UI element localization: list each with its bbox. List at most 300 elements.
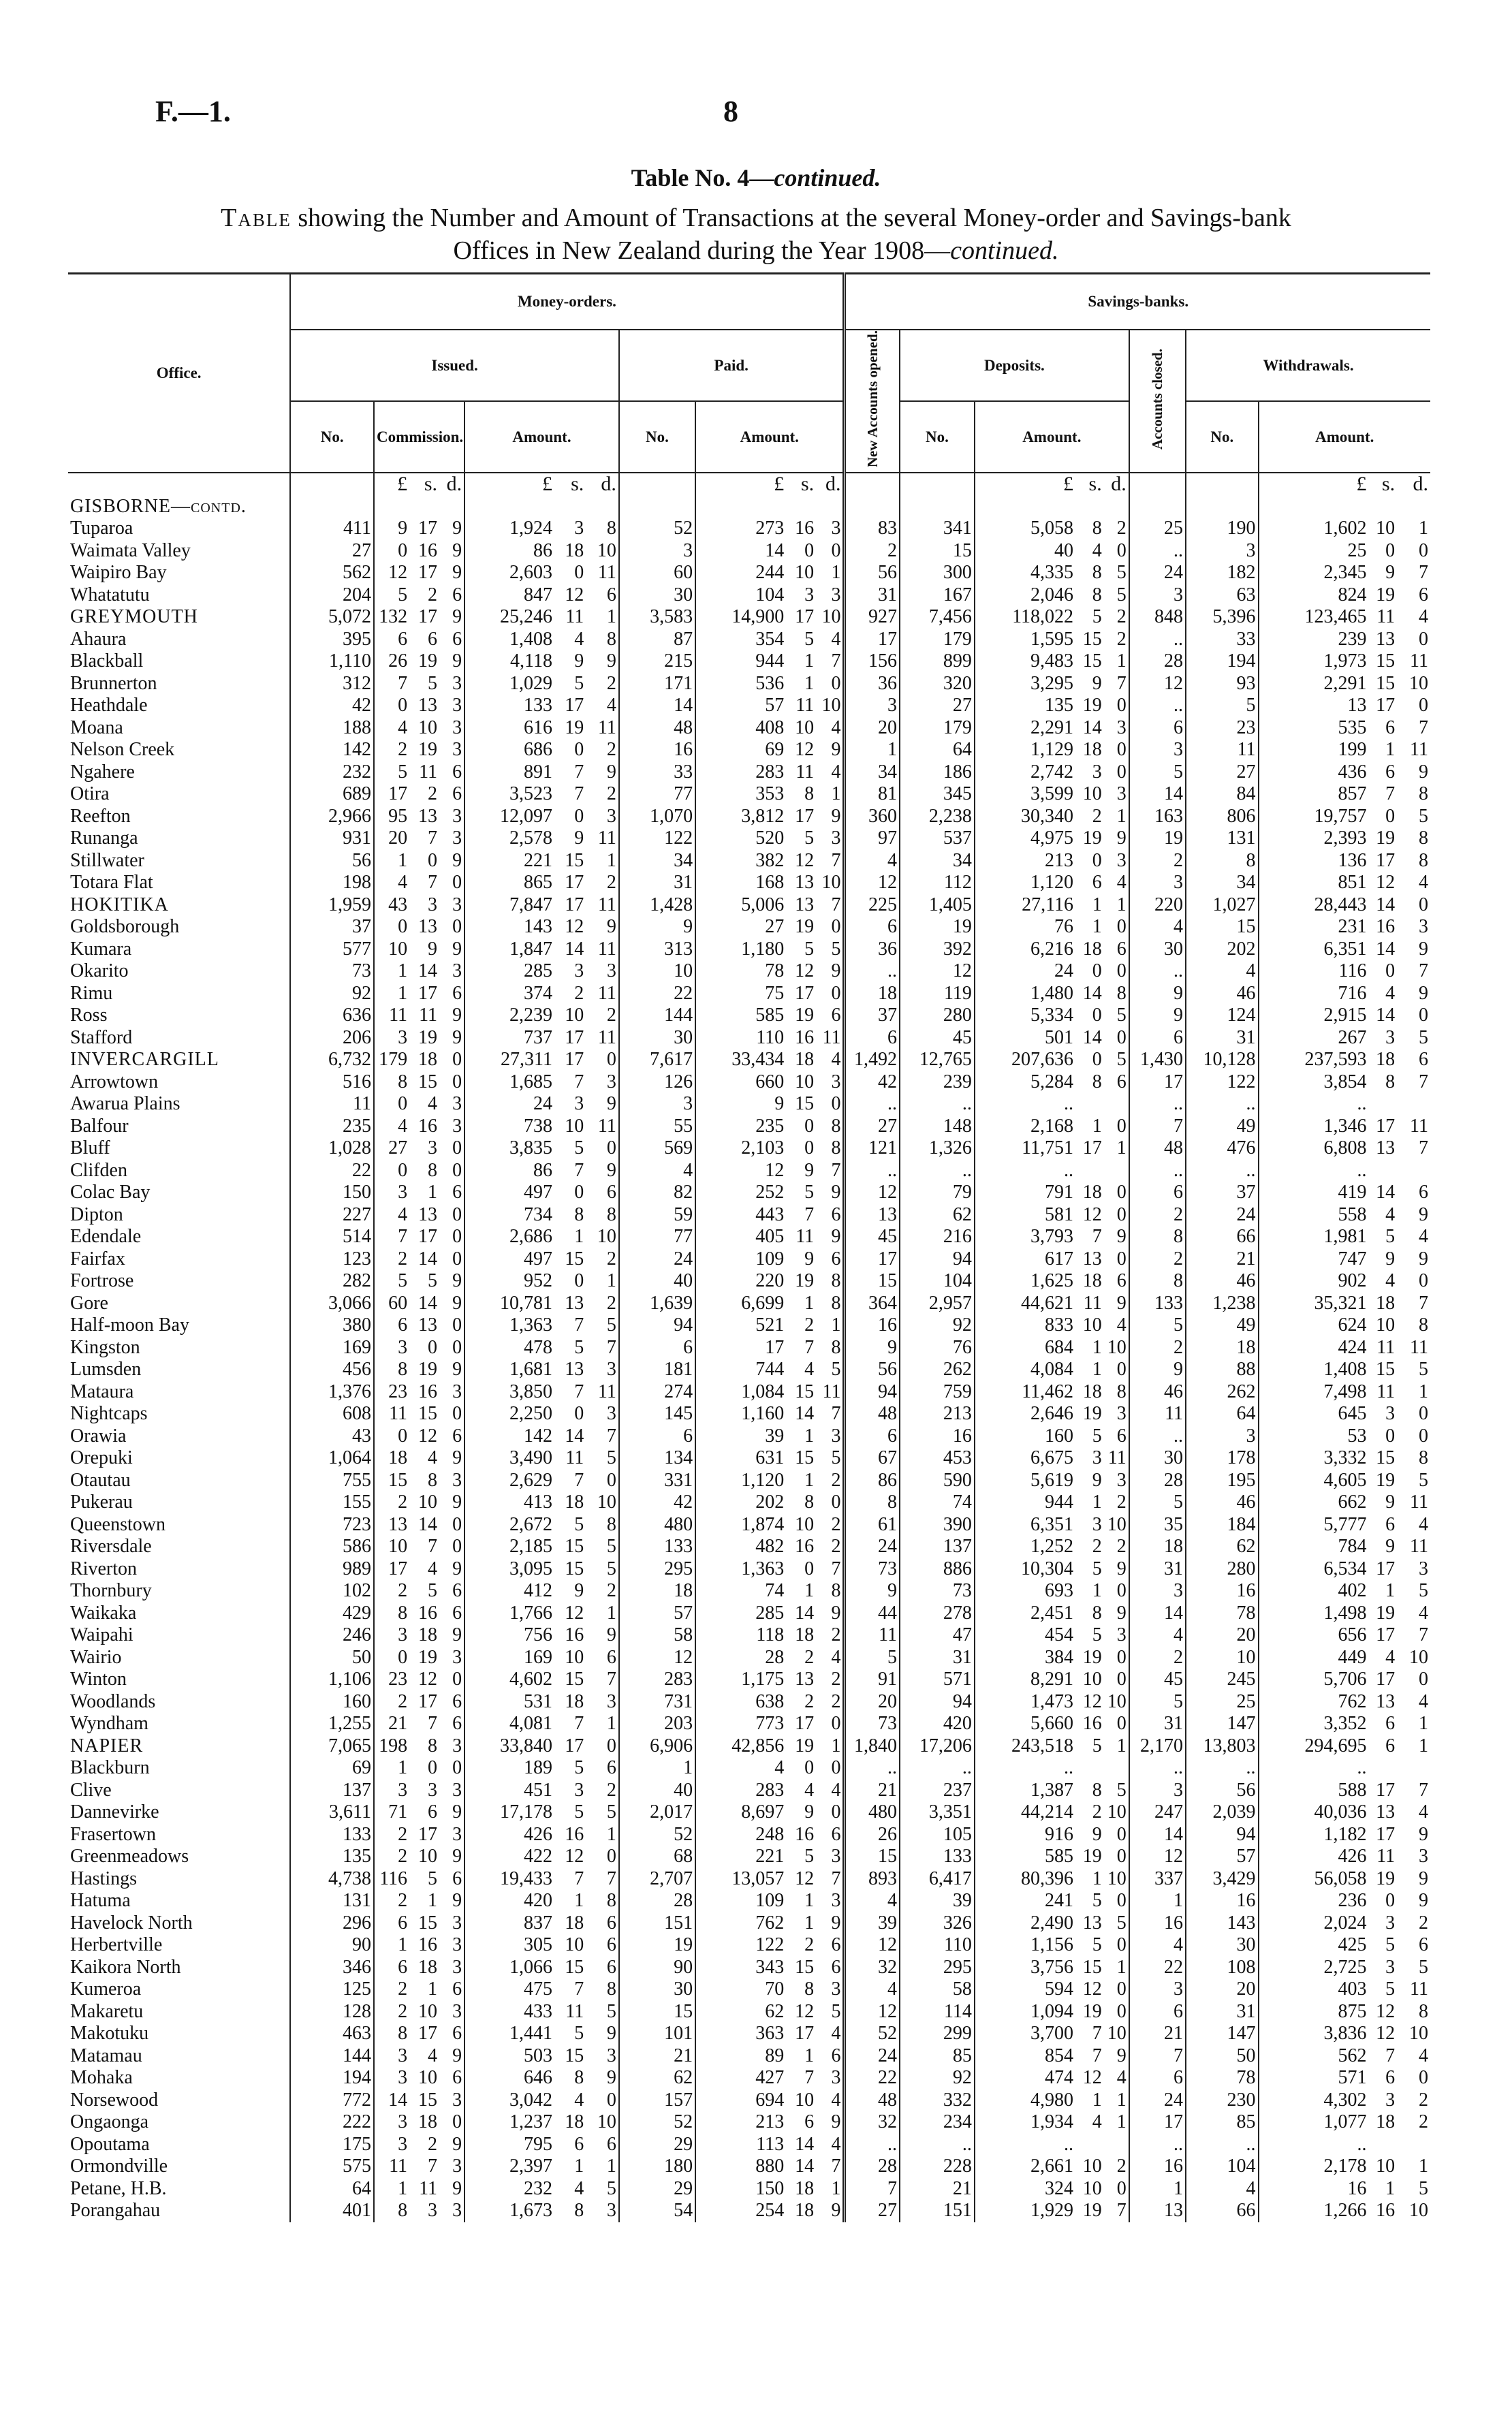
withdrawals-no-cell: 476 [1186, 1137, 1258, 1160]
commission-pence-cell: 9 [439, 1027, 464, 1050]
deposits-amount-pounds-cell: 4,980 [1030, 2089, 1074, 2111]
new-accounts-cell: 32 [845, 2111, 900, 2134]
deposits-amount-shillings-cell [1075, 1160, 1104, 1182]
withdrawals-amount-pounds-cell: 1,602 [1323, 518, 1367, 539]
deposits-amount-shillings-cell: 19 [1082, 1403, 1102, 1425]
withdrawals-amount-shillings-cell: 3 [1385, 2089, 1396, 2111]
withdrawals-amount-pounds-cell: 7,498 [1323, 1381, 1367, 1402]
unit-s: s. [1381, 473, 1396, 496]
issued-no-cell: 92 [290, 983, 374, 1005]
deposits-amount-pence-cell: 3 [1104, 1403, 1129, 1425]
deposits-amount-shillings-cell: 7 [1092, 2023, 1102, 2045]
commission-shillings-cell: 19 [418, 1646, 438, 1668]
withdrawals-amount-shillings-cell: 13 [1376, 1690, 1396, 1712]
deposits-no-cell: 21 [900, 2178, 975, 2201]
office-cell: Clive [68, 1780, 290, 1802]
deposits-amount-header: Amount. [975, 401, 1129, 473]
deposits-amount-pence-cell: 5 [1104, 1912, 1129, 1935]
deposits-amount-pounds-cell: 944 [1045, 1492, 1074, 1513]
paid-no-cell: 59 [619, 1204, 695, 1227]
new-accounts-cell: 12 [845, 872, 900, 894]
paid-amount-shillings-cell: 2 [804, 1934, 815, 1956]
commission-pence-cell: 3 [439, 1470, 464, 1492]
issued-amount-shillings-cell: 17 [565, 872, 584, 894]
withdrawals-amount-pounds-cell: 28,443 [1314, 894, 1367, 915]
issued-no-cell: 227 [290, 1204, 374, 1227]
issued-no-cell: 2,966 [290, 806, 374, 828]
accounts-closed-cell: 14 [1129, 1824, 1186, 1846]
new-accounts-cell: 61 [845, 1514, 900, 1536]
deposits-amount-pence-cell: 10 [1104, 1868, 1129, 1891]
withdrawals-amount-pounds-cell: 419 [1338, 1182, 1367, 1203]
unit-s: s. [571, 473, 584, 496]
withdrawals-no-cell: 16 [1186, 1890, 1258, 1912]
accounts-closed-cell: 3 [1129, 739, 1186, 761]
issued-no-cell: 73 [290, 960, 374, 983]
paid-amount-pence-cell: 4 [816, 1780, 845, 1802]
issued-amount-shillings-cell: 7 [574, 1071, 584, 1092]
accounts-closed-cell: 17 [1129, 2111, 1186, 2134]
paid-header: Paid. [619, 330, 845, 401]
withdrawals-no-cell: 46 [1186, 983, 1258, 1005]
new-accounts-cell: .. [845, 2134, 900, 2156]
new-accounts-cell: 225 [845, 894, 900, 917]
withdrawals-amount-pence-cell: 6 [1419, 1049, 1428, 1071]
issued-amount-pence-cell: 9 [586, 1093, 619, 1116]
commission-shillings-cell: 11 [419, 2177, 438, 2199]
paid-no-cell: 52 [619, 1824, 695, 1846]
commission-shillings-cell: 10 [418, 1846, 438, 1867]
office-cell: Waimata Valley [68, 540, 290, 563]
commission-shillings-cell: 12 [418, 1425, 438, 1447]
commission-shillings-cell: 14 [418, 1513, 438, 1535]
issued-amount-pence-cell: 3 [586, 1691, 619, 1714]
issued-amount-shillings-cell: 10 [565, 1646, 584, 1668]
issued-amount-shillings-cell: 0 [574, 562, 584, 584]
accounts-closed-cell: 6 [1129, 1182, 1186, 1204]
unit-d: d. [439, 473, 464, 496]
commission-shillings-cell: 5 [428, 1270, 438, 1292]
issued-amount-shillings-cell: 13 [565, 1292, 584, 1314]
paid-amount-pence-cell: 7 [816, 1160, 845, 1182]
issued-amount-shillings-cell: 9 [574, 827, 584, 849]
issued-amount-pence-cell [586, 496, 619, 518]
withdrawals-amount-pounds-cell: 294,695 [1304, 1735, 1367, 1756]
withdrawals-amount-shillings-cell: 16 [1376, 2200, 1396, 2222]
paid-amount-pence-cell: 7 [816, 650, 845, 673]
deposits-amount-shillings-cell: 1 [1092, 916, 1102, 938]
table-row [68, 850, 1430, 872]
withdrawals-amount-shillings-cell: 7 [1385, 2045, 1396, 2066]
withdrawals-amount-pounds-cell: 624 [1338, 1314, 1367, 1336]
withdrawals-no-cell: 104 [1186, 2156, 1258, 2178]
deposits-no-cell: 94 [900, 1691, 975, 1714]
deposits-amount-pence-cell: 5 [1104, 1780, 1129, 1802]
issued-no-cell: 562 [290, 562, 374, 584]
withdrawals-amount-shillings-cell: 17 [1376, 695, 1396, 716]
withdrawals-amount-shillings-cell: 15 [1376, 1359, 1396, 1381]
accounts-closed-cell: 3 [1129, 1780, 1186, 1802]
table-row [68, 1757, 1430, 1780]
withdrawals-amount-pounds-cell: 588 [1338, 1779, 1367, 1801]
issued-amount-pence-cell: 6 [586, 1757, 619, 1780]
issued-amount-pence-cell: 2 [586, 1005, 619, 1027]
issued-amount-shillings-cell: 5 [574, 1801, 584, 1823]
paid-amount-shillings-cell: 1 [804, 1580, 815, 1602]
issued-amount-pounds-cell: 1,681 [509, 1359, 552, 1381]
office-cell: Orawia [68, 1425, 290, 1448]
deposits-amount-pence-cell [1104, 2134, 1129, 2156]
issued-amount-pounds-cell: 1,847 [509, 938, 552, 960]
issued-amount-pounds-cell: 4,081 [509, 1713, 552, 1735]
deposits-amount-pence-cell: 5 [1104, 1049, 1129, 1071]
withdrawals-amount-pence-cell: 11 [1410, 1336, 1428, 1358]
commission-pence-cell: 9 [439, 540, 464, 563]
deposits-amount-pounds-cell: 5,058 [1030, 518, 1074, 539]
issued-amount-shillings-cell: 7 [574, 1381, 584, 1402]
table-row [68, 584, 1430, 607]
issued-amount-pounds-cell: 3,850 [509, 1381, 552, 1402]
deposits-amount-pence-cell [1104, 1160, 1129, 1182]
withdrawals-amount-pence-cell: 7 [1419, 1137, 1428, 1159]
paid-no-cell: 7,617 [619, 1049, 695, 1071]
commission-pounds-cell: 4 [398, 716, 408, 738]
commission-pounds-cell: 0 [398, 1425, 408, 1447]
withdrawals-amount-shillings-cell: 11 [1376, 1846, 1396, 1867]
paid-amount-shillings-cell: 0 [804, 539, 815, 561]
paid-amount-shillings-cell: 0 [804, 1137, 815, 1159]
commission-pence-cell: 6 [439, 584, 464, 607]
withdrawals-amount-pence-cell: 5 [1419, 1956, 1428, 1978]
withdrawals-no-cell: 46 [1186, 1492, 1258, 1514]
commission-pounds-cell: 2 [398, 1846, 408, 1867]
withdrawals-amount-pounds-cell: 2,178 [1323, 2156, 1367, 2177]
paid-amount-pounds-cell: 110 [756, 1026, 785, 1048]
issued-no-cell: 689 [290, 783, 374, 806]
issued-no-cell: 312 [290, 673, 374, 695]
paid-amount-pence-cell: 6 [816, 1934, 845, 1957]
deposits-amount-pounds-cell: 1,595 [1030, 628, 1074, 650]
new-accounts-cell: 5 [845, 1647, 900, 1669]
table-row [68, 1270, 1430, 1293]
paid-amount-shillings-cell: 15 [795, 1447, 815, 1469]
new-accounts-cell: 22 [845, 2067, 900, 2089]
deposits-no-cell: 300 [900, 562, 975, 584]
withdrawals-no-cell: 34 [1186, 872, 1258, 894]
issued-no-cell: 1,064 [290, 1447, 374, 1470]
withdrawals-no-cell: 93 [1186, 673, 1258, 695]
withdrawals-amount-pounds-cell: 237,593 [1304, 1049, 1367, 1071]
paid-amount-pence-cell: 2 [816, 1669, 845, 1691]
deposits-amount-pence-cell: 5 [1104, 584, 1129, 607]
issued-amount-pounds-cell: 531 [523, 1690, 552, 1712]
new-accounts-cell: 48 [845, 2089, 900, 2112]
withdrawals-amount-pence-cell: 9 [1419, 938, 1428, 960]
deposits-amount-pounds-cell: 5,334 [1030, 1005, 1074, 1026]
deposits-no-cell: 234 [900, 2111, 975, 2134]
paid-amount-shillings-cell: 16 [795, 1823, 815, 1845]
deposits-no-cell: 110 [900, 1934, 975, 1957]
accounts-closed-cell: .. [1129, 960, 1186, 983]
deposits-amount-shillings-cell: 8 [1092, 562, 1102, 584]
paid-no-cell: 90 [619, 1957, 695, 1979]
deposits-amount-pence-cell [1104, 496, 1129, 518]
commission-pence-cell: 6 [439, 1868, 464, 1891]
withdrawals-amount-shillings-cell: 1 [1385, 739, 1396, 761]
withdrawals-amount-shillings-cell: 13 [1376, 1137, 1396, 1159]
deposits-amount-pence-cell: 9 [1104, 2045, 1129, 2068]
paid-amount-pounds-cell: 69 [765, 739, 785, 761]
withdrawals-amount-shillings-cell: 15 [1376, 650, 1396, 672]
deposits-no-cell: 2,957 [900, 1293, 975, 1315]
new-accounts-cell: 94 [845, 1381, 900, 1404]
commission-pounds-cell: 3 [398, 2111, 408, 2133]
commission-pounds-cell: 3 [398, 1624, 408, 1646]
deposits-amount-shillings-cell: 18 [1082, 1182, 1102, 1203]
unit-s: s. [800, 473, 815, 496]
issued-amount-shillings-cell: 18 [565, 1690, 584, 1712]
withdrawals-amount-pounds-cell: .. [1357, 1093, 1367, 1115]
deposits-no-cell: 7,456 [900, 606, 975, 629]
withdrawals-amount-shillings-cell: 6 [1385, 761, 1396, 783]
accounts-closed-cell: .. [1129, 629, 1186, 651]
paid-no-cell: 157 [619, 2089, 695, 2112]
withdrawals-amount-shillings-cell: 19 [1376, 827, 1396, 849]
withdrawals-no-cell: .. [1186, 1160, 1258, 1182]
paid-amount-pence-cell: 0 [816, 1757, 845, 1780]
withdrawals-amount-shillings-cell: 0 [1385, 1425, 1396, 1447]
paid-no-cell: 1 [619, 1757, 695, 1780]
paid-amount-pounds-cell: 122 [755, 1934, 785, 1956]
paid-amount-pounds-cell: 1,874 [741, 1513, 785, 1535]
paid-amount-pounds-cell: 1,175 [741, 1669, 785, 1690]
withdrawals-amount-pounds-cell: 403 [1338, 1978, 1367, 2000]
deposits-amount-pence-cell: 7 [1104, 673, 1129, 695]
office-cell: Fortrose [68, 1270, 290, 1293]
issued-amount-pence-cell: 5 [586, 2001, 619, 2023]
accounts-closed-cell: 16 [1129, 1912, 1186, 1935]
commission-shillings-cell: 13 [418, 1314, 438, 1336]
withdrawals-amount-pounds-cell: 645 [1338, 1403, 1367, 1425]
withdrawals-no-cell: .. [1186, 1093, 1258, 1116]
paid-no-cell: 55 [619, 1116, 695, 1138]
issued-no-cell: 575 [290, 2156, 374, 2178]
deposits-amount-shillings-cell: 13 [1082, 1912, 1102, 1934]
withdrawals-no-cell: 178 [1186, 1447, 1258, 1470]
issued-amount-pounds-cell: 3,042 [509, 2089, 552, 2111]
office-cell: Moana [68, 717, 290, 740]
issued-amount-pounds-cell: 86 [533, 539, 552, 561]
withdrawals-amount-shillings-cell: 9 [1385, 1492, 1396, 1513]
withdrawals-amount-pounds-cell: 716 [1338, 982, 1367, 1004]
issued-no-cell: 4,738 [290, 1868, 374, 1891]
issued-amount-pence-cell: 1 [586, 1713, 619, 1735]
paid-amount-shillings-cell: 1 [804, 1425, 815, 1447]
commission-pence-cell: 3 [439, 894, 464, 917]
withdrawals-amount-pounds-cell: 40,036 [1314, 1801, 1367, 1823]
paid-amount-pence-cell: 5 [816, 1359, 845, 1381]
commission-pounds-cell: 8 [398, 2200, 408, 2222]
commission-shillings-cell: 19 [418, 650, 438, 672]
withdrawals-no-cell: 78 [1186, 2067, 1258, 2089]
paid-amount-shillings-cell: 0 [804, 1757, 815, 1779]
paid-amount-pence-cell: 5 [816, 1447, 845, 1470]
withdrawals-no-cell: 8 [1186, 850, 1258, 872]
paid-no-cell: 480 [619, 1514, 695, 1536]
withdrawals-amount-shillings-cell: 10 [1376, 1314, 1396, 1336]
paid-amount-pence-cell: 4 [816, 1049, 845, 1071]
commission-pounds-cell: 2 [398, 1690, 408, 1712]
paid-amount-pence-cell: 3 [816, 1846, 845, 1868]
caption-line2-cont: continued. [950, 236, 1059, 265]
withdrawals-amount-pence-cell [1397, 1757, 1430, 1780]
issued-no-cell: 102 [290, 1580, 374, 1603]
deposits-no-cell: 76 [900, 1337, 975, 1359]
commission-pounds-cell: 10 [388, 938, 408, 960]
commission-pounds-cell: 43 [388, 894, 408, 915]
withdrawals-no-cell: 94 [1186, 1824, 1258, 1846]
accounts-closed-cell: 31 [1129, 1713, 1186, 1735]
issued-amount-pounds-cell: 497 [523, 1182, 552, 1203]
issued-amount-pounds-cell: 3,523 [509, 783, 552, 805]
paid-amount-pence-cell: 2 [816, 1470, 845, 1492]
withdrawals-amount-pounds-cell: 747 [1338, 1248, 1367, 1269]
issued-amount-pence-cell: 7 [586, 1868, 619, 1891]
issued-amount-pence-cell: 1 [586, 850, 619, 872]
commission-pounds-cell: 3 [398, 2067, 408, 2089]
commission-pence-cell: 6 [439, 1691, 464, 1714]
unit-s: s. [424, 473, 438, 496]
deposits-amount-shillings-cell: 1 [1092, 2089, 1102, 2111]
deposits-amount-shillings-cell: 5 [1092, 1425, 1102, 1447]
deposits-amount-pence-cell: 1 [1104, 2111, 1129, 2134]
commission-pounds-cell: 11 [389, 1005, 408, 1026]
deposits-amount-pence-cell: 0 [1104, 540, 1129, 563]
withdrawals-no-cell: 31 [1186, 1027, 1258, 1050]
unit-cell [290, 473, 374, 496]
withdrawals-header: Withdrawals. [1186, 330, 1430, 401]
deposits-amount-shillings-cell: 8 [1092, 1779, 1102, 1801]
new-accounts-cell: 67 [845, 1447, 900, 1470]
withdrawals-amount-pence-cell: 5 [1419, 1580, 1428, 1602]
paid-amount-pounds-cell: 89 [765, 2045, 785, 2066]
withdrawals-amount-shillings-cell: 0 [1385, 539, 1396, 561]
withdrawals-amount-pence-cell: 7 [1419, 716, 1428, 738]
commission-pence-cell: 0 [439, 1403, 464, 1425]
withdrawals-no-cell: 122 [1186, 1071, 1258, 1094]
issued-amount-pence-cell: 7 [586, 1425, 619, 1448]
unit-cell [1186, 473, 1258, 496]
issued-amount-pounds-cell: 19,433 [499, 1867, 552, 1889]
deposits-amount-pence-cell: 0 [1104, 916, 1129, 939]
withdrawals-no-cell: 37 [1186, 1182, 1258, 1204]
issued-amount-shillings-cell: 4 [574, 2089, 584, 2111]
paid-amount-shillings-cell: 1 [804, 650, 815, 672]
issued-amount-pounds-cell: 413 [523, 1492, 552, 1513]
paid-no-header: No. [619, 401, 695, 473]
deposits-amount-shillings-cell: 10 [1082, 2177, 1102, 2199]
deposits-amount-pounds-cell: 207,636 [1011, 1049, 1074, 1071]
withdrawals-amount-pounds-cell: 426 [1338, 1846, 1367, 1867]
withdrawals-amount-pounds-cell: 1,266 [1323, 2200, 1367, 2222]
new-accounts-cell: 17 [845, 1248, 900, 1271]
commission-pence-cell: 3 [439, 1824, 464, 1846]
deposits-amount-shillings-cell: 1 [1092, 1580, 1102, 1602]
issued-no-cell: 346 [290, 1957, 374, 1979]
paid-amount-shillings-cell: 12 [795, 1867, 815, 1889]
deposits-no-cell: 12,765 [900, 1049, 975, 1071]
deposits-no-cell: 759 [900, 1381, 975, 1404]
accounts-closed-cell: 2 [1129, 1248, 1186, 1271]
commission-pounds-cell: 13 [388, 1513, 408, 1535]
paid-amount-shillings-cell: 15 [795, 1956, 815, 1978]
issued-amount-pounds-cell: 756 [523, 1624, 552, 1646]
issued-amount-pence-cell: 10 [586, 1492, 619, 1514]
office-cell: HOKITIKA [68, 894, 290, 917]
withdrawals-amount-pence-cell: 4 [1419, 1690, 1428, 1712]
paid-amount-shillings-cell: 7 [804, 2067, 815, 2089]
accounts-closed-cell: 3 [1129, 872, 1186, 894]
issued-amount-shillings-cell: 8 [574, 2200, 584, 2222]
withdrawals-amount-pounds-cell: 402 [1338, 1580, 1367, 1602]
office-cell: Blackburn [68, 1757, 290, 1780]
deposits-amount-pence-cell: 6 [1104, 1071, 1129, 1094]
deposits-no-cell: 137 [900, 1536, 975, 1558]
commission-shillings-cell [409, 496, 439, 518]
paid-no-cell: 15 [619, 2001, 695, 2023]
paid-amount-shillings-cell: 17 [795, 982, 815, 1004]
issued-amount-pence-cell: 2 [586, 872, 619, 894]
issued-amount-pounds-cell: 33,840 [499, 1735, 552, 1756]
withdrawals-no-cell: 64 [1186, 1403, 1258, 1425]
issued-amount-shillings-cell: 19 [565, 716, 584, 738]
paid-no-cell: 29 [619, 2134, 695, 2156]
deposits-amount-pounds-cell: 4,084 [1030, 1359, 1074, 1381]
paid-amount-pounds-cell: 536 [755, 672, 785, 694]
issued-no-cell: 1,028 [290, 1137, 374, 1160]
issued-amount-shillings-cell: 12 [565, 1602, 584, 1624]
paid-amount-pounds-cell: 27 [765, 916, 785, 938]
withdrawals-amount-shillings-cell: 4 [1385, 982, 1396, 1004]
deposits-amount-pence-cell: 0 [1104, 1248, 1129, 1271]
commission-shillings-cell: 4 [428, 1093, 438, 1115]
unit-d: d. [1104, 473, 1129, 496]
paid-no-cell: 52 [619, 518, 695, 540]
deposits-amount-pounds-cell: 4,975 [1030, 827, 1074, 849]
issued-amount-shillings-cell: 15 [565, 1558, 584, 1579]
paid-amount-pounds-cell: 109 [755, 1890, 785, 1912]
deposits-amount-pence-cell [1104, 1093, 1129, 1116]
commission-pounds-cell: 6 [398, 1314, 408, 1336]
deposits-amount-pounds-cell [975, 496, 1075, 518]
withdrawals-amount-shillings-cell: 4 [1385, 1203, 1396, 1225]
issued-amount-pounds-cell: 2,185 [509, 1536, 552, 1558]
commission-pence-cell: 6 [439, 783, 464, 806]
issued-amount-pounds-cell: 2,686 [509, 1226, 552, 1248]
accounts-closed-cell: 35 [1129, 1514, 1186, 1536]
deposits-amount-shillings-cell: 5 [1092, 1558, 1102, 1579]
accounts-closed-cell: 24 [1129, 2089, 1186, 2112]
issued-amount-pence-cell: 6 [586, 2134, 619, 2156]
paid-amount-shillings-cell: 12 [795, 960, 815, 982]
paid-amount-pence-cell: 10 [816, 606, 845, 629]
issued-amount-pounds-cell: 503 [523, 2045, 552, 2066]
table-row [68, 2001, 1430, 2023]
deposits-amount-shillings-cell [1075, 496, 1104, 518]
deposits-amount-pence-cell: 0 [1104, 739, 1129, 761]
table-row [68, 761, 1430, 784]
paid-amount-pounds-cell: 28 [765, 1646, 785, 1668]
